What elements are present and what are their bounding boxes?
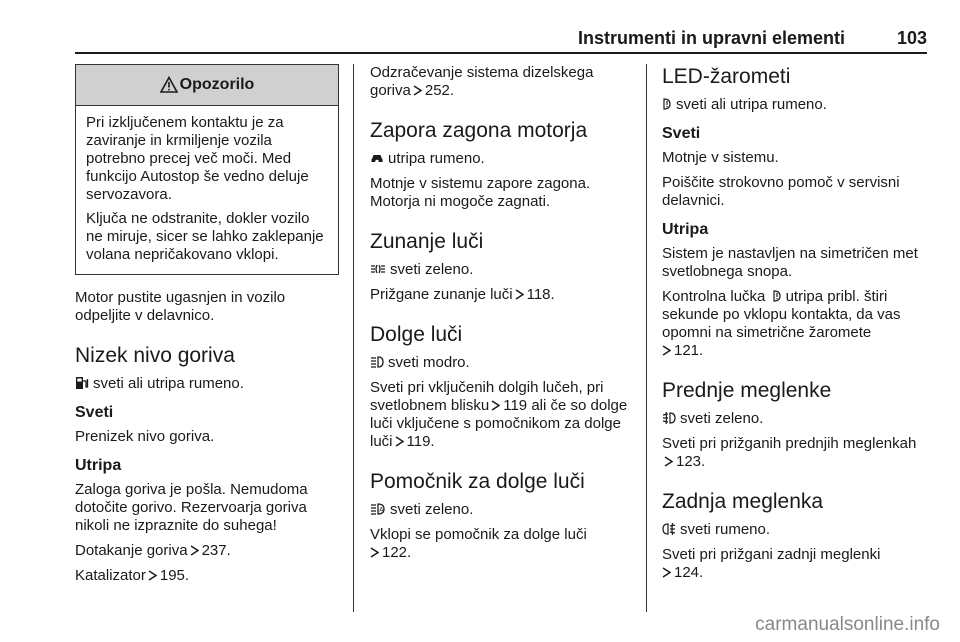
page-number: 103 (896, 28, 927, 48)
subheading-on: Sveti (75, 404, 114, 421)
status-line: sveti modro. (370, 354, 634, 372)
warning-title: Opozorilo (179, 76, 255, 93)
paragraph: Sistem je nastavljen na simetričen met svetlobnega snopa. (662, 245, 918, 280)
paragraph: Kontrolna lučka utripa pribl. štiri sekunde po vklopu kontakta, da vas opomni na simetrične žaromete 121. (662, 288, 901, 359)
section-heading-low-fuel: Nizek nivo goriva (75, 344, 235, 367)
warning-triangle-icon (160, 76, 178, 94)
car-key-icon (370, 151, 384, 165)
led-headlight-warning-icon (662, 97, 672, 111)
warning-paragraph: Ključa ne odstranite, dokler vozilo ne miruje, sicer se lahko zaklepanje volana nepričakovano vklopi. (86, 210, 324, 263)
page-reference-icon (395, 436, 404, 447)
paragraph: Motnje v sistemu zapore zagona. Motorja ni mogoče zagnati. (370, 175, 591, 210)
status-line: sveti zeleno. (370, 261, 634, 279)
high-beam-assist-icon (370, 502, 386, 516)
section-heading-immobilizer: Zapora zagona motorja (370, 119, 588, 142)
page-reference-icon (148, 570, 157, 581)
page-header (75, 22, 927, 54)
section-heading-front-fog: Prednje meglenke (662, 379, 832, 402)
cross-reference: Prižgane zunanje luči 118. (370, 286, 555, 303)
section-heading-exterior-lights: Zunanje luči (370, 230, 484, 253)
exterior-lights-icon (370, 262, 386, 276)
column-3 (662, 64, 930, 589)
section-heading-led-headlights: LED-žarometi (662, 65, 791, 88)
section-heading-rear-fog: Zadnja meglenka (662, 490, 824, 513)
page-reference-icon (515, 289, 524, 300)
status-line: sveti ali utripa rumeno. (662, 96, 930, 114)
column-2 (370, 64, 634, 569)
paragraph: Motor pustite ugasnjen in vozilo odpeljite v delavnico. (75, 289, 286, 324)
column-divider (353, 64, 354, 612)
cross-reference: Sveti pri prižgani zadnji meglenki 124. (662, 546, 881, 581)
warning-header (76, 65, 338, 106)
cross-reference: Odzračevanje sistema dizelskega goriva 252. (370, 64, 594, 99)
status-line: sveti rumeno. (662, 521, 930, 539)
watermark: carmanualsonline.info (755, 614, 940, 635)
status-line: A sveti zeleno. (370, 501, 634, 519)
section-heading-high-beam-assist: Pomočnik za dolge luči (370, 470, 585, 493)
subheading-blink: Utripa (662, 221, 709, 238)
page-reference-icon (491, 400, 500, 411)
svg-text:A: A (379, 506, 384, 514)
rear-fog-light-icon (662, 522, 676, 536)
cross-reference: Vklopi se pomočnik za dolge luči 122. (370, 526, 587, 561)
chapter-title: Instrumenti in upravni elementi (577, 28, 845, 48)
warning-box (75, 64, 339, 275)
status-line: sveti zeleno. (662, 410, 930, 428)
section-heading-high-beam: Dolge luči (370, 323, 463, 346)
page-reference-icon (190, 545, 199, 556)
subheading-on: Sveti (662, 125, 701, 142)
cross-reference: Sveti pri vključenih dolgih lučeh, pri svetlobnem blisku 119 ali če so dolge luči vključene s pomočnikom za dolge luči 119. (370, 379, 628, 450)
high-beam-icon (370, 355, 384, 369)
page-reference-icon (664, 456, 673, 467)
status-line: utripa rumeno. (370, 150, 634, 168)
column-1 (75, 64, 339, 592)
paragraph: Prenizek nivo goriva. (75, 428, 215, 445)
warning-paragraph: Pri izključenem kontaktu je za zaviranje in krmiljenje vozila potrebno precej več moči. Med funkcijo Autostop še vedno deluje servozavora. (86, 114, 309, 203)
page-reference-icon (413, 85, 422, 96)
cross-reference: Dotakanje goriva 237. (75, 542, 231, 559)
cross-reference: Katalizator 195. (75, 567, 190, 584)
page-reference-icon (662, 567, 671, 578)
warning-body (76, 106, 338, 274)
column-divider (646, 64, 647, 612)
led-headlight-warning-icon (772, 289, 782, 303)
fuel-pump-icon (75, 376, 89, 390)
front-fog-light-icon (662, 411, 676, 425)
paragraph: Zaloga goriva je pošla. Nemudoma dotočite gorivo. Rezervoarja goriva nikoli ne izpraznite do suhega! (75, 481, 308, 534)
page-reference-icon (370, 547, 379, 558)
paragraph: Motnje v sistemu. (662, 149, 779, 166)
subheading-blink: Utripa (75, 457, 122, 474)
status-line: sveti ali utripa rumeno. (75, 375, 339, 393)
paragraph: Poiščite strokovno pomoč v servisni delavnici. (662, 174, 900, 209)
page-reference-icon (662, 345, 671, 356)
cross-reference: Sveti pri prižganih prednjih meglenkah123. (662, 435, 917, 470)
